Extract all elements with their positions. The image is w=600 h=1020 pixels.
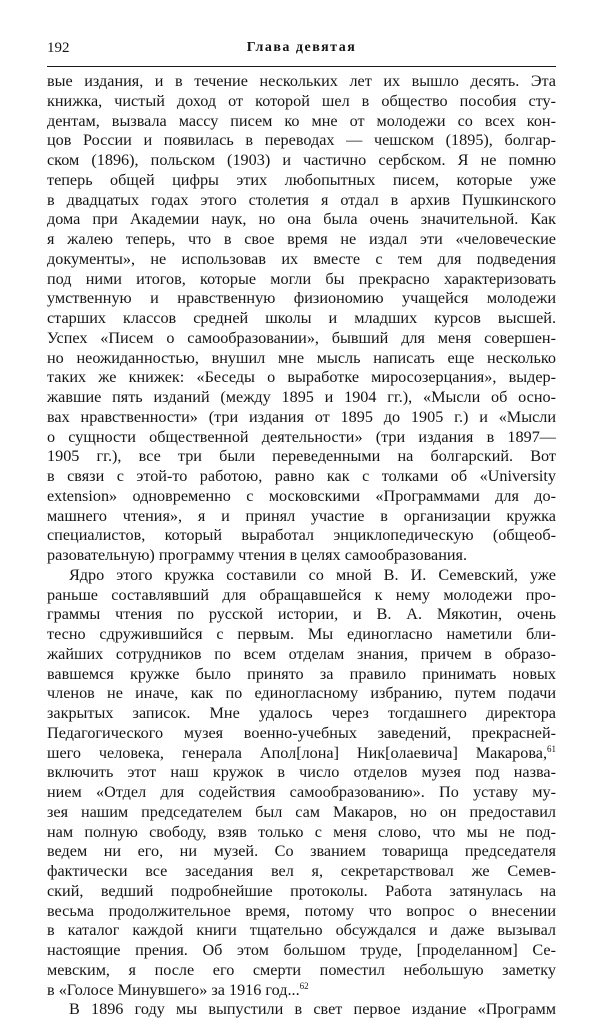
body-text <box>47 72 556 1020</box>
text-line: мевским, я после его смерти поместил небольшую заметку <box>47 960 556 979</box>
text-line: жайших сотрудников по всем отделам знания, причем в образо- <box>47 644 556 663</box>
text-line: под ними итогов, которые могли бы прекрасно характеризовать <box>47 269 556 288</box>
text-line: включить этот наш кружок в число отделов музея под назва- <box>47 763 556 782</box>
text-line: в каталог каждой книги тщательно обсуждался и даже вызывал <box>47 921 556 940</box>
text-line: 1905 гг.), все три были переведенными на болгарский. Вот <box>47 447 556 466</box>
running-header <box>47 36 556 60</box>
text-line-with-footnote <box>47 744 556 764</box>
text-line: вавшемся кружке было принято за правило принимать новых <box>47 664 556 683</box>
text-line: Успех «Писем о самообразовании», бывший для меня совершен- <box>47 328 556 347</box>
page-number: 192 <box>47 40 70 56</box>
text-line: о сущности общественной деятельности» (три издания в 1897— <box>47 427 556 446</box>
text-line: вые издания, и в течение нескольких лет их вышло десять. Эта <box>47 72 556 90</box>
text-line: машнего чтения», я и принял участие в организации кружка <box>47 506 556 525</box>
text-line: я жалею теперь, что в свое время не издал эти «человеческие <box>47 230 556 248</box>
text-line: Ядро этого кружка составили со мной В. И. Семевский, уже <box>69 565 556 584</box>
text-line: таких же книжек: «Беседы о выработке миросозерцания», выдер- <box>47 368 556 387</box>
text-line: ский, ведший подробнейшие протоколы. Работа затянулась на <box>47 881 556 900</box>
text-line: весьма продолжительное время, потому что вопрос о внесении <box>47 901 556 920</box>
text-line: закрытых записок. Мне удалось через тогдашнего директора <box>47 704 556 722</box>
text-line: книжка, чистый доход от которой шел в общество пособия сту- <box>47 91 556 110</box>
text-line: умственную и нравственную физиономию учащейся молодежи <box>47 289 556 308</box>
text-line-with-footnote <box>47 981 556 1001</box>
header-rule <box>47 66 556 67</box>
text-line: вах нравственности» (три издания от 1895 до 1905 г.) и «Мысли <box>47 407 556 426</box>
text-line: фактически все заседания вел я, секретарствовал же Семев- <box>47 862 556 880</box>
text-line: настоящие прения. Об этом большом труде, [проделанном] Се- <box>47 941 556 959</box>
text-line: зея нашим председателем был сам Макаров, но он предоставил <box>47 802 556 821</box>
text-line: Педагогического музея военно-учебных заведений, прекрасней- <box>47 723 556 742</box>
text-line-content: шего человека, генерала Апол[лона] Ник[олаевича] Макарова, <box>47 743 547 762</box>
text-line: документы», не использовав их вместе с тем для подведения <box>47 249 556 268</box>
text-line: раньше составлявший для обращавшейся к нему молодежи про- <box>47 585 556 604</box>
text-line: в связи с этой-то работою, равно как с толками об «University <box>47 467 556 485</box>
text-line: граммы чтения по русской истории, и В. А. Мякотин, очень <box>47 605 556 624</box>
text-line: специалистов, который выработал энциклопедическую (общеоб- <box>47 526 556 545</box>
text-line: но неожиданностью, внушил мне мысль написать еще несколько <box>47 348 556 367</box>
chapter-title: Глава девятая <box>246 40 357 55</box>
text-line: тесно сдружившийся с первым. Мы единогласно наметили бли- <box>47 625 556 643</box>
text-line: цов России и появилась в переводах — чешском (1895), болгар- <box>47 131 556 150</box>
text-line: нием «Отдел для содействия самообразованию». По уставу му- <box>47 783 556 801</box>
text-line-content: в «Голосе Минувшего» за 1916 год... <box>47 980 300 999</box>
text-line: в двадцатых годах этого столетия я отдал в архив Пушкинского <box>47 190 556 209</box>
text-line: старших классов средней школы и младших курсов высшей. <box>47 309 556 327</box>
text-line: ведем ни его, ни музей. Со званием товарища председателя <box>47 842 556 861</box>
footnote-ref-61: 61 <box>547 743 556 754</box>
text-line: дентам, вызвала массу писем ко мне от молодежи со всех кон- <box>47 111 556 130</box>
text-line: разовательную) программу чтения в целях самообразования. <box>47 546 468 564</box>
text-line: ском (1896), польском (1903) и частично сербском. Я не помню <box>47 151 556 169</box>
footnote-ref-62: 62 <box>299 980 309 991</box>
text-line: extension» одновременно с московскими «Программами для до- <box>47 486 556 505</box>
text-line: членов не иначе, как по единогласному избранию, путем подачи <box>47 684 556 703</box>
text-line: жавшие пять изданий (между 1895 и 1904 гг.), «Мысли об осно- <box>47 388 556 406</box>
text-line: дома при Академии наук, но она была очень значительной. Как <box>47 210 556 229</box>
text-line: В 1896 году мы выпустили в свет первое издание «Программ <box>69 1000 556 1019</box>
text-line: теперь общей цифры этих любопытных писем, которые уже <box>47 170 556 189</box>
text-line: нам полную свободу, взяв только с меня слово, что мы не под- <box>47 822 556 841</box>
